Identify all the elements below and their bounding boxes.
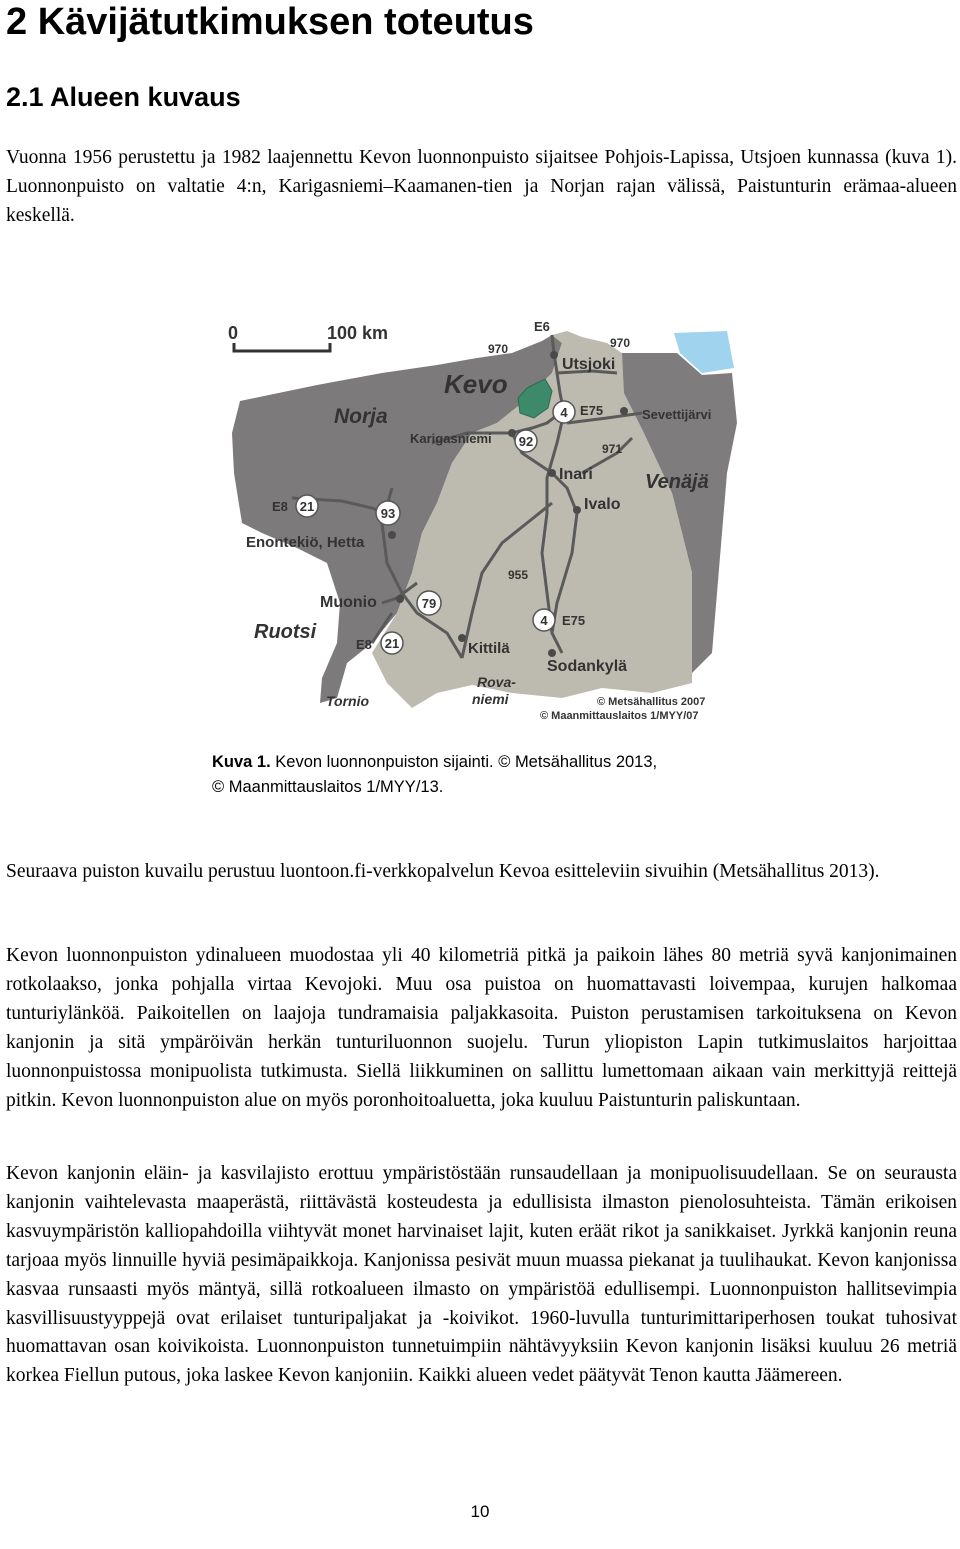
caption-line-2: © Maanmittauslaitos 1/MYY/13. (212, 778, 444, 796)
map-label-enontekio: Enontekiö, Hetta (246, 534, 365, 551)
scale-zero-label: 0 (228, 323, 239, 343)
page-number: 10 (470, 1502, 490, 1521)
road-label-e8-top: E8 (272, 499, 288, 514)
map-label-muonio: Muonio (320, 594, 377, 611)
map-copyright-2: © Maanmittauslaitos 1/MYY/07 (540, 710, 699, 722)
map-label-kevo: Kevo (444, 369, 508, 399)
park-description-paragraph: Kevon luonnonpuiston ydinalueen muodostaa yli 40 kilometriä pitkä ja paikoin lähes 80 metriä syvä kanjonimainen rotkolaakso, jonka pohjalla virtaa Kevojoki. Muu osa puistoa on huomattavasti loivempaa, kurujen halkomaa tunturiylänköä. Paikoitellen on laajoja tundramaisia paljakkasoita. Puiston perustamisen tarkoituksena on Kevon kanjonin ja sitä ympäröivän herkän tunturiluonnon suojelu. Turun yliopiston Lapin tutkimuslaitos harjoittaa luonnonpuistossa monipuolista tutkimusta. Siellä liikkuminen on sallittu lumettomaan aikaan vain merkittyjä reittejä pitkin. Kevon luonnonpuiston alue on myös poronhoitoaluetta, joka kuuluu Paistunturin paliskuntaan. (6, 945, 957, 1111)
figure-caption (212, 750, 772, 800)
map-label-inari: Inari (559, 466, 593, 483)
map-label-kittila: Kittilä (468, 640, 510, 657)
caption-label: Kuva 1. (212, 753, 271, 771)
map-label-venaja: Venäjä (645, 471, 709, 493)
map-label-tornio: Tornio (326, 693, 370, 709)
road-label-971: 971 (602, 442, 623, 456)
section-heading: 2.1 Alueen kuvaus (6, 82, 241, 112)
map-label-rovaniemi-2: niemi (472, 691, 509, 707)
chapter-heading: 2 Kävijätutkimuksen toteutus (6, 1, 534, 43)
flora-fauna-paragraph: Kevon kanjonin eläin- ja kasvilajisto erottuu ympäristöstään runsaudellaan ja monipuolisuudellaan. Se on seurausta kanjonin vaihtelevasta maaperästä, riittävästä kosteudesta ja edullisista ilmaston pienolosuhteista. Tämän erikoisen kasvuympäristön kalliopahdoilla viihtyvät monet harvinaiset lajit, kuten eräät rikot ja sanikkaiset. Jyrkkä kanjonin reuna tarjoaa myös linnuille hyviä pesimäpaikkoja. Kanjonissa pesivät muun muassa piekanat ja tuulihaukat. Kevon kanjonissa kasvaa runsaasti myös mäntyä, sillä rotkoalueen ilmasto on ympäristöä edullisempi. Luonnonpuiston hallitsevimpia kasvillisuustyyppejä ovat erilaiset tunturipaljakat ja -koivikot. 1960-luvulla tunturimittariperhosen toukat tuhosivat huomattavan osan koivikoista. Luonnonpuiston tunnetuimpiin nähtävyyksiin Kevon kanjonin lisäksi kuuluu 26 metriä korkea Fiellun putous, joka laskee Kevon kanjoniin. Kaikki alueen vedet päätyvät Tenon kautta Jäämereen. (6, 1163, 957, 1387)
shield-4-bottom: 4 (540, 613, 548, 628)
road-label-e75-top: E75 (580, 403, 604, 418)
caption-line-1: Kevon luonnonpuiston sijainti. © Metsähallitus 2013, (275, 753, 658, 771)
road-label-970-left: 970 (488, 342, 509, 356)
map-label-norja: Norja (334, 405, 388, 428)
scale-label: 100 km (327, 323, 389, 343)
map-label-karigasniemi: Karigasniemi (410, 431, 492, 446)
shield-21-bottom: 21 (384, 636, 400, 651)
map-copyright-1: © Metsähallitus 2007 (597, 696, 706, 708)
map-label-rovaniemi-1: Rova- (477, 674, 516, 690)
shield-21-top: 21 (299, 499, 315, 514)
map-label-sodankyla: Sodankylä (547, 658, 628, 675)
map-label-ivalo: Ivalo (584, 496, 621, 513)
shield-93: 93 (380, 506, 396, 521)
source-paragraph: Seuraava puiston kuvailu perustuu luontoon.fi-verkkopalvelun Kevoa esitteleviin sivuihin (Metsähallitus 2013). (6, 861, 880, 882)
shield-92: 92 (518, 434, 534, 449)
road-label-970-right: 970 (610, 336, 631, 350)
shield-79: 79 (421, 596, 437, 611)
map-label-sevettijarvi: Sevettijärvi (642, 407, 712, 422)
road-label-e8-bottom: E8 (356, 637, 372, 652)
road-label-955: 955 (508, 568, 529, 582)
map-label-utsjoki: Utsjoki (562, 356, 616, 373)
road-label-e75-bottom: E75 (562, 613, 586, 628)
road-label-e6: E6 (534, 319, 550, 334)
location-map (222, 313, 742, 723)
map-label-ruotsi: Ruotsi (254, 621, 317, 643)
shield-4-top: 4 (560, 405, 568, 420)
intro-paragraph: Vuonna 1956 perustettu ja 1982 laajennettu Kevon luonnonpuisto sijaitsee Pohjois-Lapissa, Utsjoen kunnassa (kuva 1). Luonnonpuisto on valtatie 4:n, Karigasniemi–Kaamanen-tien ja Norjan rajan välissä, Paistunturin erämaa-alueen keskellä. (6, 147, 957, 226)
